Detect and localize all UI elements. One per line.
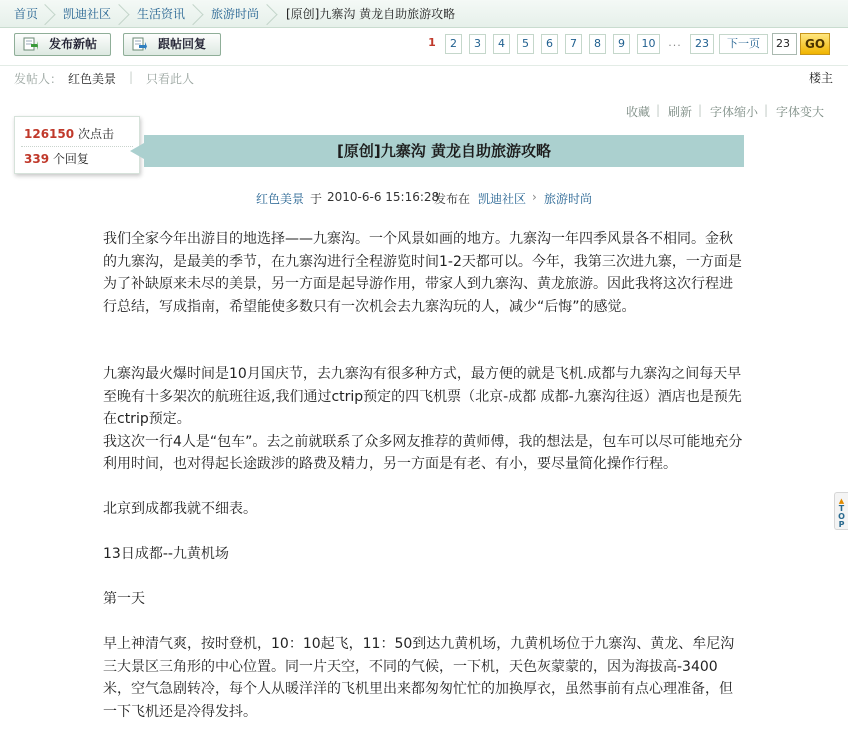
chevron-right-icon: › <box>532 190 537 204</box>
post-in-label: 发布在 <box>434 192 471 206</box>
post-time: 2010-6-6 15:16:28 <box>327 190 440 204</box>
poster-name[interactable]: 红色美景 <box>68 72 117 86</box>
post-paragraph: 早上神清气爽，按时登机，10：10起飞，11：50到达九黄机场，九黄机场位于九寨沟、黄龙、牟尼沟三大景区三角形的中心位置。同一片天空，不同的气候，一下机，天色灰蒙蒙的，因为海拔高-3400米，空气急剧转冷，每个人从暖洋洋的飞机里出来都匆匆忙忙的加换厚衣，虽然事前有点心理准备，但一下飞机还是冷得发抖。 <box>103 636 735 720</box>
post-title: [原创]九寨沟 黄龙自助旅游攻略 <box>337 142 551 160</box>
reply-count-line <box>24 150 89 167</box>
title-bar-pointer <box>130 143 144 159</box>
go-button[interactable]: GO <box>800 33 830 55</box>
breadcrumb-separator <box>266 0 278 28</box>
page-link[interactable]: 8 <box>589 34 606 54</box>
page-link[interactable]: 2 <box>445 34 462 54</box>
font-bigger-link[interactable]: 字体变大 <box>776 105 825 119</box>
post-paragraph: 我这次一行4人是“包车”。去之前就联系了众多网友推荐的黄师傅，我的想法是，包车可以尽可能地充分利用时间，也对得起长途跋涉的路费及精力，另一方面是有老、有小，要尽量简化操作行程。 <box>103 433 743 472</box>
post-at-label: 于 <box>310 192 323 206</box>
page-current: 1 <box>428 36 436 49</box>
breadcrumb-separator <box>44 0 56 28</box>
page-ellipsis: ... <box>663 34 687 54</box>
page-link[interactable]: 7 <box>565 34 582 54</box>
page-link[interactable]: 10 <box>637 34 660 54</box>
post-stats-card <box>14 116 140 174</box>
post-title-bar <box>144 135 744 167</box>
next-page-button[interactable]: 下一页 <box>719 34 768 54</box>
breadcrumb-separator <box>192 0 204 28</box>
only-this-author-link[interactable]: 只看此人 <box>146 72 195 86</box>
paragraph-gap <box>103 611 745 634</box>
page-link[interactable]: 4 <box>493 34 510 54</box>
up-arrow-icon: ▲ <box>838 497 845 505</box>
post-content <box>103 228 745 723</box>
paragraph-gap <box>103 341 745 364</box>
new-post-icon <box>23 37 39 52</box>
page-link[interactable]: 3 <box>469 34 486 54</box>
paragraph-gap <box>103 318 745 341</box>
author-row <box>0 65 848 89</box>
favorite-link[interactable]: 收藏 <box>626 105 651 119</box>
tool-separator: | <box>698 103 703 117</box>
reply-button[interactable] <box>123 33 221 56</box>
reply-icon <box>132 37 148 52</box>
font-smaller-link[interactable]: 字体缩小 <box>710 105 759 119</box>
new-post-label: 发布新帖 <box>49 37 98 51</box>
click-count-line <box>24 125 114 142</box>
floor-label: 楼主 <box>809 71 834 85</box>
tool-separator: | <box>764 103 769 117</box>
paragraph-gap <box>103 521 745 544</box>
breadcrumb-current: [原创]九寨沟 黄龙自助旅游攻略 <box>286 7 456 21</box>
board-link-community[interactable]: 凯迪社区 <box>478 192 527 206</box>
breadcrumb-travel[interactable]: 旅游时尚 <box>211 7 260 21</box>
poster-label: 发帖人： <box>14 72 63 86</box>
post-paragraph: 北京到成都我就不细表。 <box>103 501 257 517</box>
click-count-label: 次点击 <box>77 127 114 141</box>
post-paragraph: 我们全家今年出游目的地选择——九寨沟。一个风景如画的地方。九寨沟一年四季风景各不相同。金秋的九寨沟，是最美的季节，在九寨沟进行全程游览时间1-2天都可以。今年，我第三次进九寨，一方面是为了补缺原来未尽的美景，另一方面是起导游作用，带家人到九寨沟、黄龙旅游。因此我将这次行程进行总结，写成指南，希望能使多数只有一次机会去九寨沟玩的人，减少“后悔”的感觉。 <box>103 231 742 315</box>
paragraph-gap <box>103 566 745 589</box>
top-label: TOP <box>838 504 845 529</box>
page-jump-input[interactable]: 23 <box>772 33 797 55</box>
paragraph-gap <box>103 476 745 499</box>
back-to-top-button[interactable] <box>834 492 848 530</box>
page-link[interactable]: 9 <box>613 34 630 54</box>
breadcrumb-community[interactable]: 凯迪社区 <box>63 7 112 21</box>
breadcrumb-home[interactable]: 首页 <box>14 7 39 21</box>
breadcrumb-life[interactable]: 生活资讯 <box>137 7 186 21</box>
page-link[interactable]: 5 <box>517 34 534 54</box>
post-author-link[interactable]: 红色美景 <box>256 192 305 206</box>
breadcrumb <box>0 0 848 28</box>
tool-separator: | <box>656 103 661 117</box>
refresh-link[interactable]: 刷新 <box>668 105 693 119</box>
separator: | <box>129 70 134 84</box>
page-link-last[interactable]: 23 <box>690 34 714 54</box>
post-paragraph: 第一天 <box>103 591 145 607</box>
new-post-button[interactable] <box>14 33 111 56</box>
reply-label: 跟帖回复 <box>158 37 207 51</box>
reply-count-label: 个回复 <box>52 152 89 166</box>
post-paragraph: 13日成都--九黄机场 <box>103 546 229 562</box>
stats-divider <box>21 146 133 147</box>
reply-count: 339 <box>24 152 50 166</box>
breadcrumb-separator <box>118 0 130 28</box>
click-count: 126150 <box>24 127 75 141</box>
board-link-travel[interactable]: 旅游时尚 <box>544 192 593 206</box>
page-link[interactable]: 6 <box>541 34 558 54</box>
post-paragraph: 九寨沟最火爆时间是10月国庆节，去九寨沟有很多种方式，最方便的就是飞机.成都与九寨沟之间每天早至晚有十多架次的航班往返,我们通过ctrip预定的四飞机票（北京-成都 成都-九寨沟往返）酒店也是预先在ctrip预定。 <box>103 366 742 427</box>
